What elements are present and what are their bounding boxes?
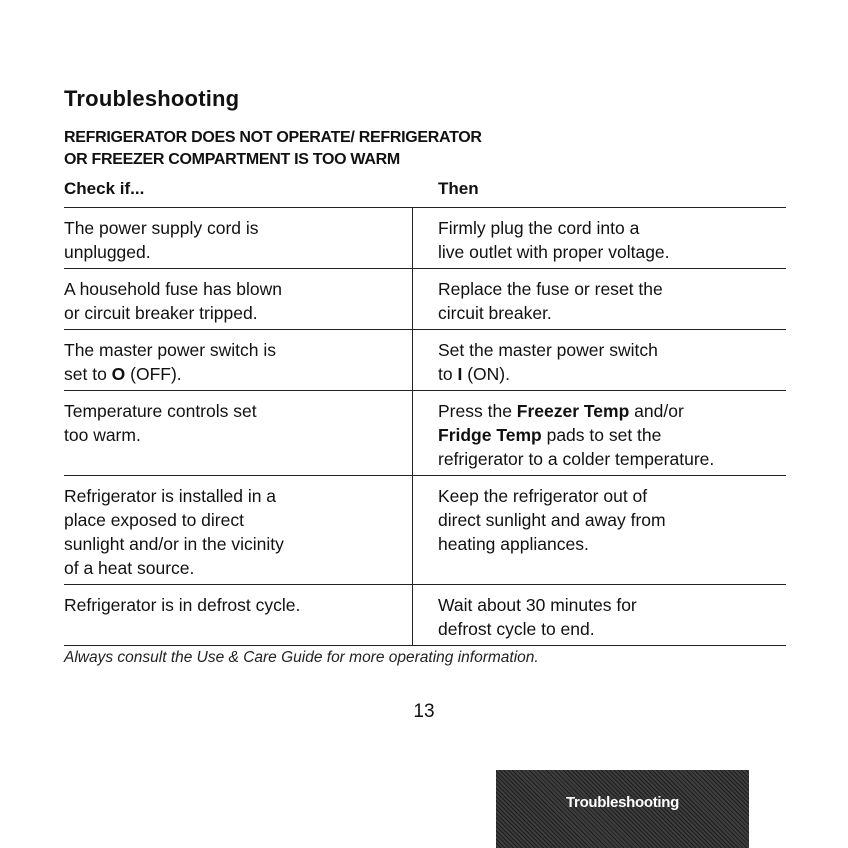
section-heading xyxy=(64,127,482,171)
then-cell xyxy=(413,269,786,329)
table-row xyxy=(64,390,786,475)
then-cell xyxy=(413,476,786,584)
section-tab xyxy=(496,770,749,848)
text-run: set to xyxy=(64,364,112,384)
text-line xyxy=(64,362,412,386)
text-line: unplugged. xyxy=(64,242,151,262)
text-line: heating appliances. xyxy=(438,534,589,554)
then-cell xyxy=(413,391,786,475)
text-line: or circuit breaker tripped. xyxy=(64,303,258,323)
switch-on-symbol: I xyxy=(457,364,463,384)
column-header-then: Then xyxy=(438,179,479,198)
text-line: too warm. xyxy=(64,425,141,445)
text-line: The master power switch is xyxy=(64,340,277,360)
page-number: 13 xyxy=(413,701,435,722)
text-line: live outlet with proper voltage. xyxy=(438,242,670,262)
text-line: Replace the fuse or reset the xyxy=(438,279,663,299)
check-cell xyxy=(64,391,413,475)
then-cell xyxy=(413,585,786,645)
page-title: Troubleshooting xyxy=(64,86,240,111)
section-tab-label: Troubleshooting xyxy=(566,794,679,811)
text-run: pads to set the xyxy=(541,425,662,445)
text-run: (OFF). xyxy=(125,364,182,384)
check-cell xyxy=(64,208,413,268)
section-heading-line: OR FREEZER COMPARTMENT IS TOO WARM xyxy=(64,151,400,168)
text-line: place exposed to direct xyxy=(64,510,244,530)
check-cell xyxy=(64,330,413,390)
check-cell xyxy=(64,476,413,584)
text-run: (ON). xyxy=(462,364,510,384)
section-heading-line: REFRIGERATOR DOES NOT OPERATE/ REFRIGERATOR xyxy=(64,129,482,146)
text-run: to xyxy=(438,364,458,384)
text-line: Set the master power switch xyxy=(438,340,658,360)
text-line xyxy=(438,362,786,386)
footnote: Always consult the Use & Care Guide for more operating information. xyxy=(64,649,539,666)
text-line: refrigerator to a colder temperature. xyxy=(438,449,715,469)
text-run: and/or xyxy=(629,401,684,421)
text-line: Wait about 30 minutes for xyxy=(438,595,637,615)
text-line: Refrigerator is in defrost cycle. xyxy=(64,595,301,615)
text-line xyxy=(438,423,786,447)
text-line: Refrigerator is installed in a xyxy=(64,486,277,506)
text-line xyxy=(438,399,786,423)
text-line: A household fuse has blown xyxy=(64,279,282,299)
troubleshooting-table xyxy=(64,207,786,646)
text-line: Firmly plug the cord into a xyxy=(438,218,640,238)
then-cell xyxy=(413,208,786,268)
table-row xyxy=(64,207,786,268)
check-cell xyxy=(64,585,413,645)
text-line: defrost cycle to end. xyxy=(438,619,595,639)
text-line: direct sunlight and away from xyxy=(438,510,666,530)
then-cell xyxy=(413,330,786,390)
table-row xyxy=(64,268,786,329)
text-line: Keep the refrigerator out of xyxy=(438,486,648,506)
table-row xyxy=(64,475,786,584)
switch-off-symbol: O xyxy=(111,364,126,384)
table-row xyxy=(64,584,786,646)
table-row xyxy=(64,329,786,390)
fridge-temp-pad-label: Fridge Temp xyxy=(438,425,542,445)
check-cell xyxy=(64,269,413,329)
text-line: of a heat source. xyxy=(64,558,195,578)
text-line: sunlight and/or in the vicinity xyxy=(64,534,284,554)
text-run: Press the xyxy=(438,401,517,421)
text-line: Temperature controls set xyxy=(64,401,257,421)
freezer-temp-pad-label: Freezer Temp xyxy=(516,401,630,421)
text-line: circuit breaker. xyxy=(438,303,552,323)
text-line: The power supply cord is xyxy=(64,218,259,238)
column-header-check: Check if... xyxy=(64,179,145,198)
